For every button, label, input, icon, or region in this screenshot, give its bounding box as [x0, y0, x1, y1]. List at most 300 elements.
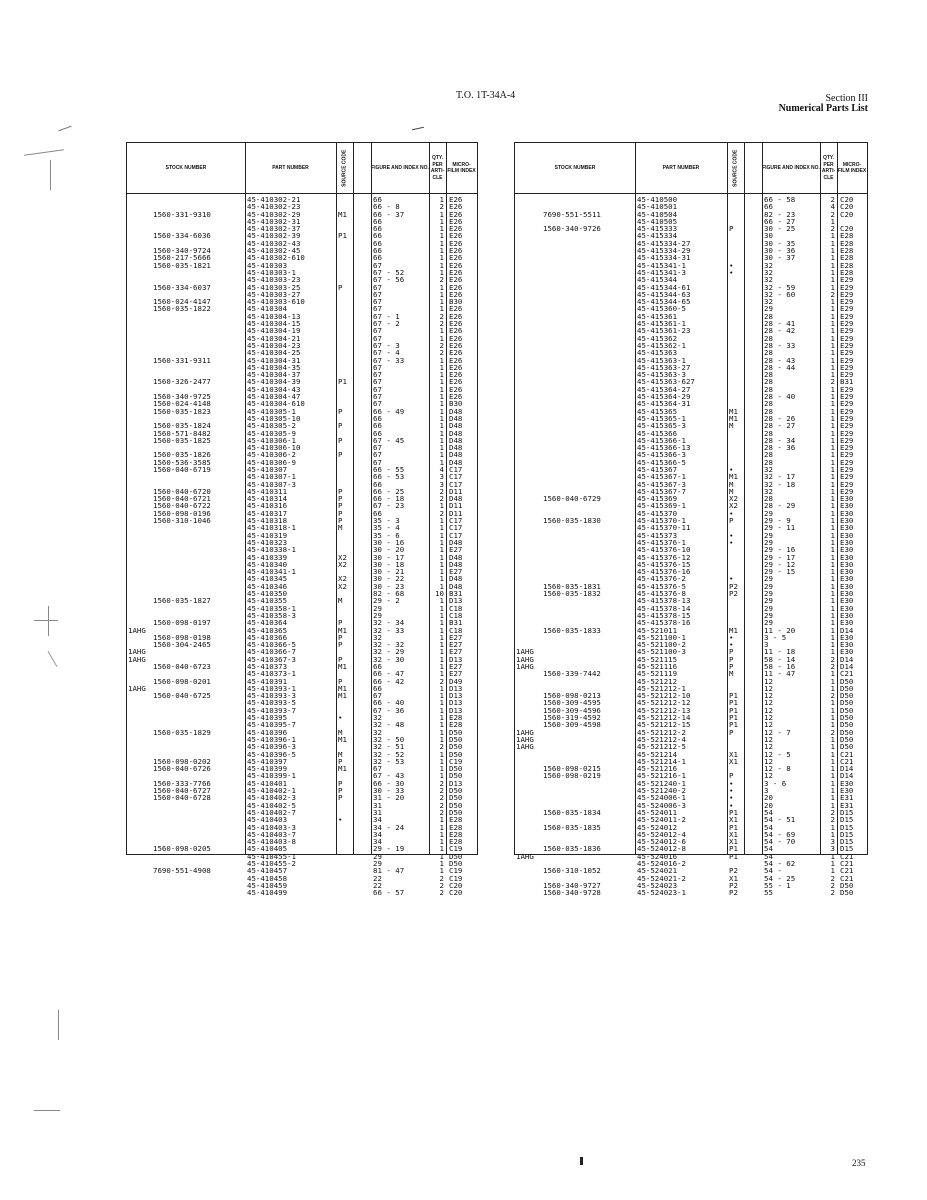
cell-source-code: P [338, 509, 343, 518]
cell-part-number: 45-415334-27 [637, 239, 691, 248]
cell-microfilm-index: D50 [449, 808, 463, 817]
cell-qty: 1 [439, 546, 444, 554]
cell-qty: 1 [439, 735, 444, 744]
cell-source-code: M1 [729, 414, 738, 423]
cell-stock-number: 1560-098-0198 [153, 633, 211, 642]
cell-qty: 1 [830, 517, 835, 525]
cell-stock-number: 1560-035-1829 [153, 728, 211, 736]
cell-figure-index: 20 [764, 801, 773, 809]
cell-figure-index: 66 [373, 684, 382, 693]
table-row [515, 240, 867, 247]
cell-microfilm-index: D14 [840, 765, 854, 773]
cell-qty: 2 [830, 225, 835, 233]
cell-figure-index: 67 [373, 298, 382, 306]
cell-part-number: 45-410373-1 [247, 670, 296, 678]
cell-figure-index: 32 - 18 [764, 480, 796, 488]
cell-microfilm-index: E29 [840, 305, 854, 313]
table-row [515, 670, 867, 677]
cell-qty: 1 [439, 261, 444, 269]
cell-part-number: 45-521212-4 [637, 735, 686, 744]
cell-figure-index: 54 - 70 [764, 838, 796, 846]
cell-figure-index: 28 [764, 385, 773, 394]
cell-qty: 3 [439, 473, 444, 481]
cell-figure-index: 28 - 43 [764, 356, 796, 364]
cell-part-number: 45-410302-31 [247, 217, 301, 226]
cell-qty: 1 [439, 531, 444, 539]
cell-figure-index: 28 - 27 [764, 422, 796, 430]
cell-source-code: • [729, 794, 734, 802]
table-row [515, 203, 867, 210]
cell-qty: 1 [439, 232, 444, 240]
table-row [515, 247, 867, 254]
table-row [127, 481, 477, 488]
header-figure-index: FIGURE AND INDEX NO. [762, 164, 820, 171]
cell-source-code: X1 [729, 750, 738, 758]
table-row [127, 590, 477, 597]
cell-figure-index: 28 [764, 451, 773, 459]
cell-qty: 2 [439, 874, 444, 882]
table-row [127, 853, 477, 860]
cell-qty: 1 [830, 247, 835, 255]
cell-code: 1AHG [516, 655, 534, 663]
table-row [515, 298, 867, 305]
cell-part-number: 45-524023 [637, 881, 678, 890]
table-row [127, 371, 477, 378]
cell-part-number: 45-410355 [247, 597, 288, 605]
cell-part-number: 45-521212-12 [637, 699, 691, 707]
table-row [127, 729, 477, 736]
cell-figure-index: 32 - 60 [764, 290, 796, 299]
cell-qty: 1 [830, 217, 835, 226]
cell-microfilm-index: B31 [840, 378, 854, 386]
table-row [127, 758, 477, 765]
cell-figure-index: 67 - 36 [373, 706, 405, 715]
cell-source-code: P2 [729, 867, 738, 875]
table-body [515, 196, 867, 897]
cell-figure-index: 11 - 18 [764, 648, 796, 656]
cell-figure-index: 54 [764, 808, 773, 817]
header-qty: QTY. PER ARTI- CLE [821, 155, 836, 181]
cell-figure-index: 66 - 53 [373, 473, 405, 481]
cell-microfilm-index: E28 [449, 838, 463, 846]
cell-figure-index: 29 - 15 [764, 568, 796, 576]
scan-mark [48, 606, 49, 636]
table-row [515, 787, 867, 794]
table-row [127, 473, 477, 480]
cell-figure-index: 32 [764, 487, 773, 496]
cell-microfilm-index: E28 [840, 268, 854, 277]
table-row [127, 867, 477, 874]
cell-figure-index: 54 [764, 845, 773, 853]
table-row [127, 342, 477, 349]
scan-mark [412, 127, 424, 130]
cell-qty: 1 [830, 495, 835, 503]
table-row [515, 605, 867, 612]
table-row [515, 393, 867, 400]
cell-qty: 1 [439, 845, 444, 853]
table-row [515, 714, 867, 721]
cell-part-number: 45-410340 [247, 560, 288, 569]
cell-qty: 2 [830, 663, 835, 671]
cell-figure-index: 81 - 47 [373, 867, 405, 875]
cell-source-code: M [729, 480, 734, 488]
cell-part-number: 45-410304 [247, 305, 288, 313]
cell-microfilm-index: E26 [449, 312, 463, 321]
cell-part-number: 45-410304-39 [247, 378, 301, 386]
cell-microfilm-index: D50 [840, 714, 854, 722]
table-row [127, 349, 477, 356]
cell-qty: 2 [830, 692, 835, 700]
table-row [127, 313, 477, 320]
table-row [127, 218, 477, 225]
cell-source-code: P [338, 655, 343, 663]
cell-qty: 1 [830, 772, 835, 780]
cell-qty: 1 [830, 239, 835, 248]
table-row [127, 860, 477, 867]
table-row [127, 619, 477, 626]
cell-microfilm-index: E30 [840, 604, 854, 612]
cell-stock-number: 1560-024-4148 [153, 400, 211, 408]
cell-figure-index: 12 [764, 772, 773, 780]
table-row [127, 262, 477, 269]
table-row [127, 809, 477, 816]
cell-part-number: 45-410303-25 [247, 283, 301, 291]
cell-qty: 2 [439, 312, 444, 321]
cell-qty: 2 [439, 743, 444, 751]
cell-figure-index: 32 - 17 [764, 473, 796, 481]
cell-qty: 1 [439, 684, 444, 693]
cell-microfilm-index: E26 [449, 196, 463, 204]
cell-microfilm-index: E30 [840, 597, 854, 605]
cell-microfilm-index: D49 [449, 677, 463, 685]
cell-microfilm-index: E31 [840, 794, 854, 802]
cell-code: 1AHG [516, 648, 534, 656]
cell-microfilm-index: E29 [840, 407, 854, 415]
cell-figure-index: 12 [764, 677, 773, 685]
cell-qty: 1 [830, 334, 835, 342]
cell-microfilm-index: D50 [449, 860, 463, 868]
cell-part-number: 45-410307 [247, 465, 288, 474]
cell-figure-index: 30 - 33 [373, 787, 405, 795]
cell-qty: 2 [439, 487, 444, 496]
section-label: Section III [825, 93, 868, 104]
cell-figure-index: 29 - 19 [373, 845, 405, 853]
cell-stock-number: 1560-040-6729 [543, 495, 601, 503]
cell-microfilm-index: E29 [840, 334, 854, 342]
cell-microfilm-index: E29 [840, 414, 854, 423]
cell-figure-index: 30 - 20 [373, 546, 405, 554]
cell-stock-number: 1560-040-6719 [153, 465, 211, 474]
cell-qty: 1 [439, 283, 444, 291]
cell-figure-index: 29 [373, 611, 382, 620]
cell-figure-index: 82 - 68 [373, 590, 405, 598]
cell-qty: 1 [439, 553, 444, 561]
table-row [515, 743, 867, 750]
table-row [127, 196, 477, 203]
table-row [515, 466, 867, 473]
cell-source-code: P [729, 728, 734, 736]
cell-figure-index: 34 [373, 838, 382, 846]
cell-part-number: 45-415367-3 [637, 480, 686, 488]
scan-mark [34, 1110, 60, 1111]
cell-figure-index: 12 [764, 743, 773, 751]
cell-source-code: • [729, 779, 734, 788]
table-row [127, 451, 477, 458]
cell-part-number: 45-410393-1 [247, 684, 296, 693]
cell-qty: 1 [830, 393, 835, 401]
cell-source-code: M1 [338, 663, 347, 671]
cell-figure-index: 67 - 23 [373, 502, 405, 510]
cell-part-number: 45-415376-12 [637, 553, 691, 561]
cell-microfilm-index: C20 [840, 225, 854, 233]
cell-figure-index: 67 - 3 [373, 341, 400, 350]
cell-figure-index: 67 [373, 327, 382, 335]
cell-figure-index: 28 [764, 429, 773, 437]
cell-part-number: 45-410304-35 [247, 363, 301, 372]
cell-source-code: P1 [729, 706, 738, 715]
cell-figure-index: 66 [373, 232, 382, 240]
cell-part-number: 45-415344-63 [637, 290, 691, 299]
cell-part-number: 45-410405 [247, 845, 288, 853]
table-row [515, 736, 867, 743]
cell-source-code: P [729, 655, 734, 663]
table-row [127, 597, 477, 604]
cell-part-number: 45-410307-3 [247, 480, 296, 488]
table-row [515, 568, 867, 575]
cell-qty: 1 [439, 422, 444, 430]
cell-stock-number: 1560-310-1052 [543, 867, 601, 875]
cell-microfilm-index: E29 [840, 327, 854, 335]
cell-microfilm-index: E29 [840, 480, 854, 488]
cell-qty: 1 [830, 852, 835, 861]
cell-microfilm-index: E26 [449, 341, 463, 350]
cell-part-number: 45-524006-1 [637, 794, 686, 802]
table-row [515, 473, 867, 480]
table-row [515, 386, 867, 393]
table-row [515, 422, 867, 429]
table-row [127, 422, 477, 429]
cell-microfilm-index: D50 [449, 735, 463, 744]
cell-figure-index: 29 [764, 604, 773, 612]
cell-qty: 1 [439, 217, 444, 226]
cell-figure-index: 66 - 37 [373, 210, 405, 218]
cell-figure-index: 66 [373, 663, 382, 671]
cell-qty: 1 [830, 487, 835, 496]
cell-figure-index: 30 - 35 [764, 239, 796, 248]
cell-figure-index: 28 [764, 458, 773, 466]
cell-stock-number: 1560-098-0215 [543, 765, 601, 773]
cell-figure-index: 29 [764, 575, 773, 583]
table-row [515, 860, 867, 867]
cell-figure-index: 29 - 17 [764, 553, 796, 561]
cell-figure-index: 67 [373, 363, 382, 372]
cell-stock-number: 1560-040-6723 [153, 663, 211, 671]
cell-stock-number: 1560-035-1832 [543, 590, 601, 598]
cell-figure-index: 29 [764, 305, 773, 313]
cell-stock-number: 1560-040-6722 [153, 502, 211, 510]
cell-qty: 1 [439, 692, 444, 700]
cell-qty: 1 [439, 575, 444, 583]
cell-part-number: 45-410402-1 [247, 787, 296, 795]
cell-stock-number: 1560-334-6037 [153, 283, 211, 291]
cell-figure-index: 66 [373, 225, 382, 233]
cell-part-number: 45-410350 [247, 590, 288, 598]
cell-qty: 1 [439, 327, 444, 335]
cell-microfilm-index: E26 [449, 385, 463, 394]
cell-qty: 1 [439, 305, 444, 313]
cell-microfilm-index: D50 [840, 743, 854, 751]
cell-part-number: 45-521214 [637, 750, 678, 758]
table-row [515, 502, 867, 509]
cell-figure-index: 31 [373, 801, 382, 809]
cell-qty: 1 [439, 597, 444, 605]
cell-microfilm-index: E28 [449, 714, 463, 722]
cell-microfilm-index: E29 [840, 393, 854, 401]
cell-part-number: 45-415364-29 [637, 393, 691, 401]
table-row [515, 875, 867, 882]
cell-figure-index: 29 [764, 582, 773, 591]
cell-qty: 1 [439, 772, 444, 780]
cell-part-number: 45-410304-610 [247, 400, 305, 408]
cell-part-number: 45-410393-7 [247, 706, 296, 715]
cell-microfilm-index: E28 [449, 823, 463, 831]
cell-figure-index: 28 [764, 371, 773, 379]
cell-qty: 2 [830, 728, 835, 736]
table-row [515, 532, 867, 539]
cell-qty: 3 [830, 845, 835, 853]
cell-microfilm-index: E29 [840, 371, 854, 379]
cell-microfilm-index: C21 [840, 750, 854, 758]
table-row [515, 269, 867, 276]
cell-part-number: 45-521115 [637, 655, 678, 663]
header-microfilm-index: MICRO- FILM INDEX [447, 161, 476, 174]
cell-source-code: P2 [729, 590, 738, 598]
table-row [515, 524, 867, 531]
cell-figure-index: 11 - 47 [764, 670, 796, 678]
cell-part-number: 45-524016-2 [637, 860, 686, 868]
cell-part-number: 45-410304-21 [247, 334, 301, 342]
cell-microfilm-index: E27 [449, 663, 463, 671]
cell-stock-number: 1560-098-0196 [153, 509, 211, 518]
cell-source-code: P [338, 779, 343, 788]
cell-source-code: P [338, 787, 343, 795]
cell-part-number: 45-415362 [637, 334, 678, 342]
cell-stock-number: 7690-551-4908 [153, 867, 211, 875]
cell-microfilm-index: D15 [840, 838, 854, 846]
cell-part-number: 45-410403 [247, 816, 288, 824]
cell-figure-index: 29 - 11 [764, 524, 796, 532]
table-row [127, 437, 477, 444]
cell-part-number: 45-410338-1 [247, 546, 296, 554]
cell-microfilm-index: D13 [449, 684, 463, 693]
cell-qty: 1 [830, 560, 835, 569]
cell-qty: 1 [439, 714, 444, 722]
cell-source-code: • [729, 787, 734, 795]
table-row [515, 845, 867, 852]
cell-part-number: 45-410304-43 [247, 385, 301, 394]
cell-qty: 4 [439, 465, 444, 474]
table-row [127, 364, 477, 371]
cell-part-number: 45-410395-7 [247, 721, 296, 729]
table-row [127, 787, 477, 794]
cell-figure-index: 32 - 53 [373, 757, 405, 766]
cell-qty: 1 [830, 706, 835, 715]
cell-qty: 1 [830, 721, 835, 729]
cell-qty: 1 [439, 356, 444, 364]
cell-stock-number: 1560-098-0202 [153, 757, 211, 766]
table-row [515, 583, 867, 590]
cell-microfilm-index: E29 [840, 422, 854, 430]
cell-part-number: 45-410305-10 [247, 414, 301, 423]
cell-part-number: 45-410304-37 [247, 371, 301, 379]
table-row [515, 335, 867, 342]
cell-qty: 4 [830, 203, 835, 211]
cell-qty: 1 [830, 611, 835, 620]
table-row [515, 816, 867, 823]
cell-figure-index: 30 - 17 [373, 553, 405, 561]
cell-source-code: X2 [338, 582, 347, 591]
cell-part-number: 45-410311 [247, 487, 288, 496]
cell-figure-index: 66 - 8 [373, 203, 400, 211]
cell-part-number: 45-410306-10 [247, 444, 301, 452]
cell-figure-index: 12 - 7 [764, 728, 791, 736]
cell-part-number: 45-410306-1 [247, 436, 296, 445]
cell-figure-index: 22 [373, 881, 382, 890]
cell-source-code: • [338, 714, 343, 722]
table-row [515, 232, 867, 239]
table-row [515, 575, 867, 582]
cell-stock-number: 1560-040-6720 [153, 487, 211, 496]
table-row [127, 393, 477, 400]
cell-part-number: 45-410399 [247, 765, 288, 773]
cell-microfilm-index: E26 [449, 393, 463, 401]
cell-microfilm-index: E31 [840, 801, 854, 809]
cell-figure-index: 67 [373, 451, 382, 459]
cell-qty: 1 [830, 268, 835, 277]
cell-figure-index: 29 [764, 590, 773, 598]
cell-source-code: P [338, 422, 343, 430]
cell-microfilm-index: E30 [840, 787, 854, 795]
cell-part-number: 45-415376-2 [637, 575, 686, 583]
table-row [127, 532, 477, 539]
cell-part-number: 45-410319 [247, 531, 288, 539]
cell-figure-index: 32 - 30 [373, 655, 405, 663]
cell-part-number: 45-410401 [247, 779, 288, 788]
cell-stock-number: 1560-340-9728 [543, 889, 601, 897]
cell-part-number: 45-521100-2 [637, 641, 686, 649]
table-row [515, 889, 867, 896]
cell-microfilm-index: D48 [449, 429, 463, 437]
cell-part-number: 45-415344-65 [637, 298, 691, 306]
cell-part-number: 45-410346 [247, 582, 288, 591]
scan-mark [34, 620, 58, 621]
cell-qty: 1 [439, 655, 444, 663]
cell-part-number: 45-415378-16 [637, 619, 691, 627]
cell-stock-number: 1560-326-2477 [153, 378, 211, 386]
cell-figure-index: 29 [764, 531, 773, 539]
cell-part-number: 45-410304-23 [247, 341, 301, 350]
cell-qty: 1 [830, 575, 835, 583]
cell-figure-index: 32 - 52 [373, 750, 405, 758]
cell-figure-index: 67 [373, 458, 382, 466]
cell-figure-index: 32 [373, 714, 382, 722]
cell-microfilm-index: D11 [449, 487, 463, 496]
cell-part-number: 45-410402-3 [247, 794, 296, 802]
table-row [127, 685, 477, 692]
table-row [515, 437, 867, 444]
cell-source-code: M1 [729, 626, 738, 634]
cell-microfilm-index: E26 [449, 232, 463, 240]
